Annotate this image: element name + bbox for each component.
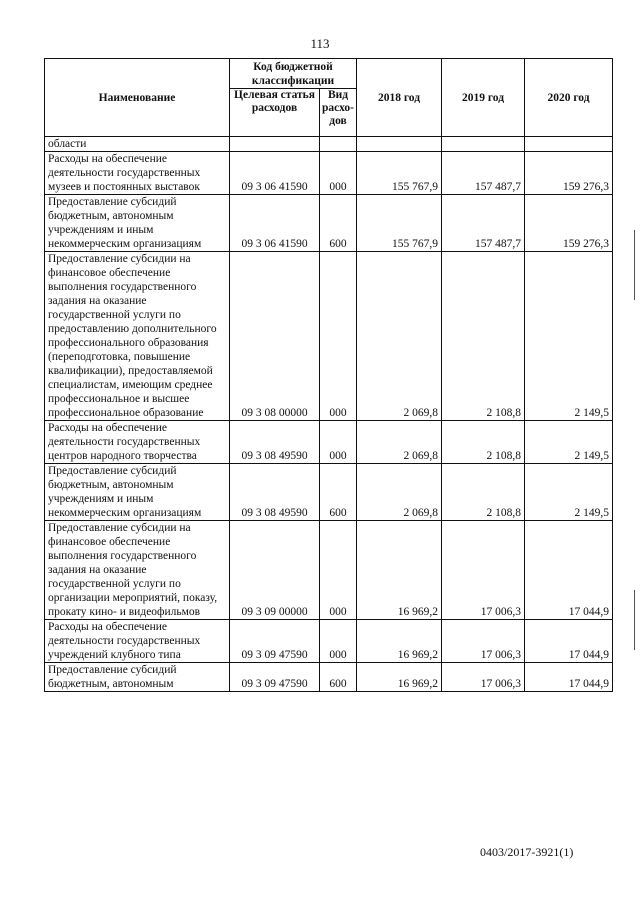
budget-table: [44, 58, 613, 692]
row-name: Расходы на обеспечение деятельности государственных учреждений клубного типа: [45, 620, 230, 663]
row-2019: [442, 137, 525, 152]
row-2020: 17 044,9: [525, 521, 613, 620]
row-name: Расходы на обеспечение деятельности государственных центров народного творчества: [45, 421, 230, 464]
document-code: 0403/2017-3921(1): [480, 845, 574, 859]
row-2019: 2 108,8: [442, 252, 525, 421]
header-2019: 2019 год: [442, 59, 525, 137]
row-code: [230, 137, 320, 152]
row-2018: 155 767,9: [357, 152, 442, 195]
row-kind: 000: [320, 521, 357, 620]
row-code: 09 3 08 49590: [230, 421, 320, 464]
row-2019: 157 487,7: [442, 195, 525, 252]
row-2018: 16 969,2: [357, 663, 442, 692]
row-2018: 16 969,2: [357, 620, 442, 663]
row-2019: 17 006,3: [442, 663, 525, 692]
row-2019: 17 006,3: [442, 620, 525, 663]
row-name: Предоставление субсидий бюджетным, автономным учреждениям и иным некоммерческим организациям: [45, 464, 230, 521]
row-2020: 159 276,3: [525, 195, 613, 252]
row-2019: 17 006,3: [442, 521, 525, 620]
row-2018: 2 069,8: [357, 464, 442, 521]
row-name: Предоставление субсидии на финансовое обеспечение выполнения государственного задания на оказание государственной услуги по предоставлению дополнительного профессионального образования (переподготовка, повышение квалификации), предоставляемой специалистам, имеющим среднее профессиональное и высшее профессиональное образование: [45, 252, 230, 421]
row-2019: 157 487,7: [442, 152, 525, 195]
scan-edge-mark: [634, 230, 635, 300]
row-code: 09 3 06 41590: [230, 195, 320, 252]
row-2018: 16 969,2: [357, 521, 442, 620]
row-2018: 2 069,8: [357, 421, 442, 464]
row-2020: 159 276,3: [525, 152, 613, 195]
row-kind: 600: [320, 663, 357, 692]
row-2018: [357, 137, 442, 152]
row-name: области: [45, 137, 230, 152]
header-2018: 2018 год: [357, 59, 442, 137]
row-kind: [320, 137, 357, 152]
header-name: Наименование: [45, 59, 230, 137]
row-code: 09 3 09 47590: [230, 663, 320, 692]
row-kind: 000: [320, 620, 357, 663]
row-kind: 000: [320, 152, 357, 195]
page-number: 113: [310, 36, 330, 51]
row-code: 09 3 09 00000: [230, 521, 320, 620]
row-name: Предоставление субсидий бюджетным, автономным учреждениям и иным некоммерческим организациям: [45, 195, 230, 252]
header-target-article: Целевая статья расходов: [230, 89, 320, 137]
row-code: 09 3 06 41590: [230, 152, 320, 195]
row-name: Предоставление субсидий бюджетным, автономным: [45, 663, 230, 692]
row-2019: 2 108,8: [442, 421, 525, 464]
header-2020: 2020 год: [525, 59, 613, 137]
scan-edge-mark: [634, 590, 635, 650]
row-kind: 000: [320, 421, 357, 464]
row-2020: 17 044,9: [525, 620, 613, 663]
row-kind: 600: [320, 464, 357, 521]
row-2020: 2 149,5: [525, 252, 613, 421]
row-2020: 2 149,5: [525, 421, 613, 464]
row-name: Расходы на обеспечение деятельности государственных музеев и постоянных выставок: [45, 152, 230, 195]
row-name: Предоставление субсидии на финансовое обеспечение выполнения государственного задания на оказание государственной услуги по организации мероприятий, показу, прокату кино- и видеофильмов: [45, 521, 230, 620]
row-2018: 2 069,8: [357, 252, 442, 421]
row-code: 09 3 08 49590: [230, 464, 320, 521]
row-2020: 2 149,5: [525, 464, 613, 521]
row-code: 09 3 08 00000: [230, 252, 320, 421]
row-2020: 17 044,9: [525, 663, 613, 692]
row-kind: 000: [320, 252, 357, 421]
header-expense-type: Вид расхо-дов: [320, 89, 357, 137]
row-code: 09 3 09 47590: [230, 620, 320, 663]
row-2019: 2 108,8: [442, 464, 525, 521]
row-kind: 600: [320, 195, 357, 252]
row-2018: 155 767,9: [357, 195, 442, 252]
header-classification: Код бюджетной классификации: [230, 59, 357, 89]
row-2020: [525, 137, 613, 152]
